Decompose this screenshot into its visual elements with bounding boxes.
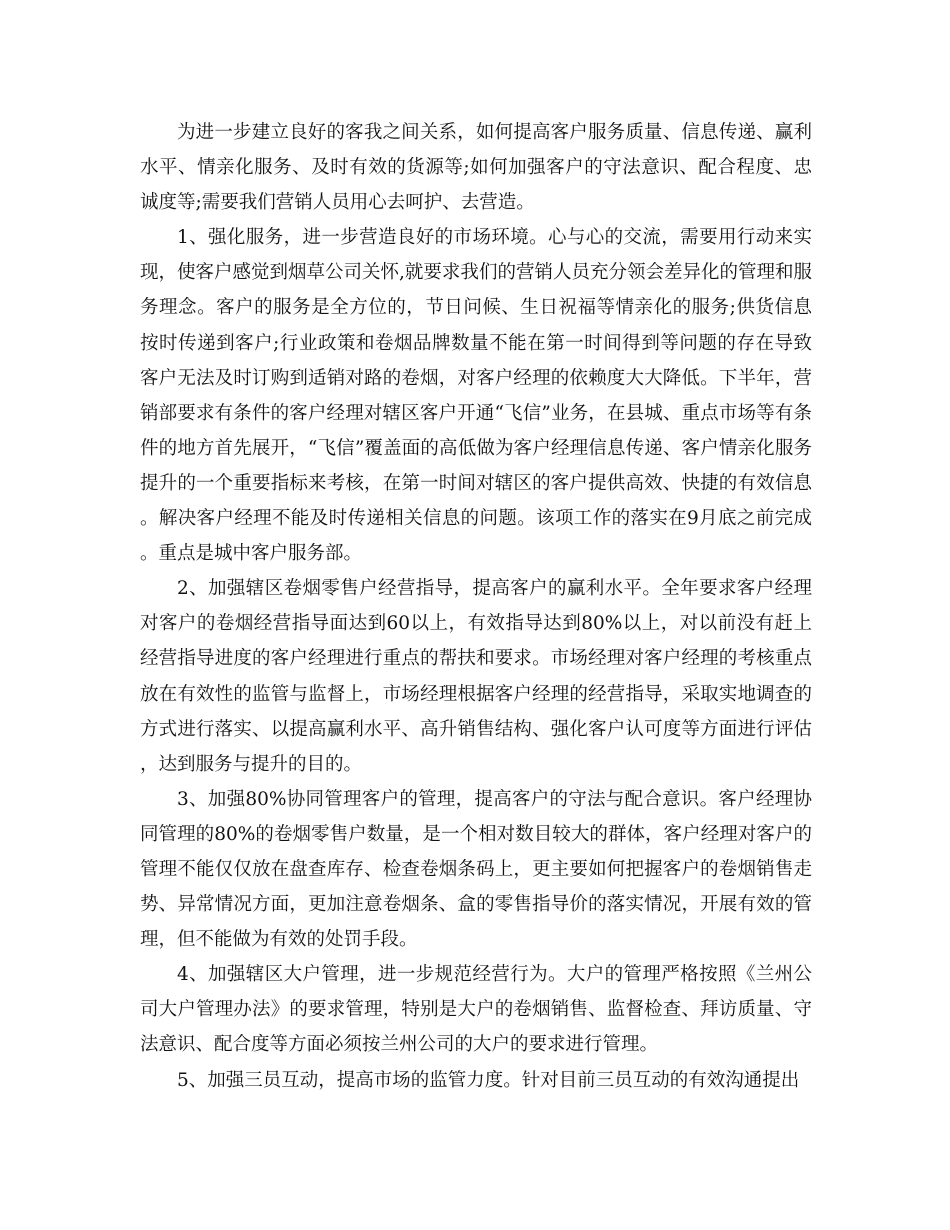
paragraph-item-4: 4、加强辖区大户管理，进一步规范经营行为。大户的管理严格按照《兰州公司大户管理办法》的要求管理，特别是大户的卷烟销售、监督检查、拜访质量、守法意识、配合度等方面必须按兰州公司的大户的要求进行管理。 bbox=[140, 964, 812, 1056]
paragraph-item-2: 2、加强辖区卷烟零售户经营指导，提高客户的赢利水平。全年要求客户经理对客户的卷烟经营指导面达到60以上，有效指导达到80%以上，对以前没有赶上经营指导进度的客户经理进行重点的帮扶和要求。市场经理对客户经理的考核重点放在有效性的监管与监督上，市场经理根据客户经理的经营指导，采取实地调查的方式进行落实、以提高赢利水平、高升销售结构、强化客户认可度等方面进行评估，达到服务与提升的目的。 bbox=[140, 578, 812, 775]
paragraph-item-3: 3、加强80%协同管理客户的管理，提高客户的守法与配合意识。客户经理协同管理的80%的卷烟零售户数量，是一个相对数目较大的群体，客户经理对客户的管理不能仅仅放在盘查库存、检查卷烟条码上，更主要如何把握客户的卷烟销售走势、异常情况方面，更加注意卷烟条、盒的零售指导价的落实情况，开展有效的管理，但不能做为有效的处罚手段。 bbox=[140, 788, 812, 951]
document-body bbox=[140, 115, 812, 1098]
paragraph-intro: 为进一步建立良好的客我之间关系，如何提高客户服务质量、信息传递、赢利水平、情亲化服务、及时有效的货源等;如何加强客户的守法意识、配合程度、忠诚度等;需要我们营销人员用心去呵护、去营造。 bbox=[140, 122, 812, 214]
paragraph-item-5: 5、加强三员互动，提高市场的监管力度。针对目前三员互动的有效沟通提出 bbox=[177, 1069, 800, 1091]
paragraph-item-1: 1、强化服务，进一步营造良好的市场环境。心与心的交流，需要用行动来实现，使客户感觉到烟草公司关怀,就要求我们的营销人员充分领会差异化的管理和服务理念。客户的服务是全方位的，节日问候、生日祝福等情亲化的服务;供货信息按时传递到客户;行业政策和卷烟品牌数量不能在第一时间得到等问题的存在导致客户无法及时订购到适销对路的卷烟，对客户经理的依赖度大大降低。下半年，营销部要求有条件的客户经理对辖区客户开通“飞信”业务，在县城、重点市场等有条件的地方首先展开，“飞信”覆盖面的高低做为客户经理信息传递、客户情亲化服务提升的一个重要指标来考核，在第一时间对辖区的客户提供高效、快捷的有效信息。解决客户经理不能及时传递相关信息的问题。该项工作的落实在9月底之前完成。重点是城中客户服务部。 bbox=[140, 227, 812, 565]
